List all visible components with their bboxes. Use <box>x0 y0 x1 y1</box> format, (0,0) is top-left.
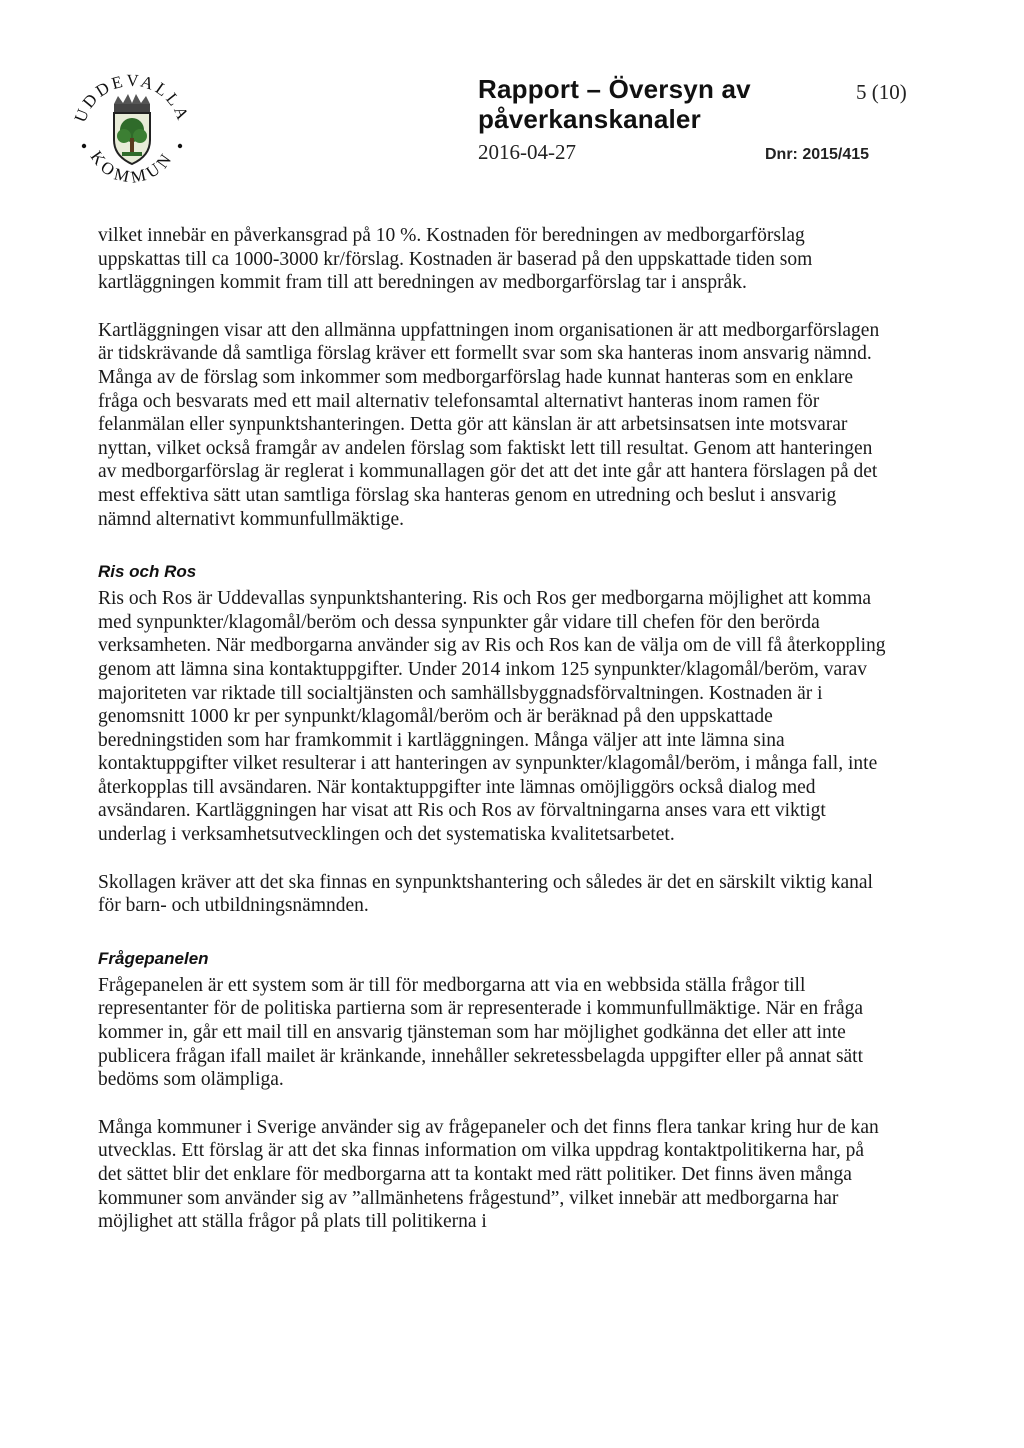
page-number: 5 (10) <box>856 80 907 104</box>
paragraph-4: Skollagen kräver att det ska finnas en synpunktshantering och således är det en särskilt viktig kanal för barn- och utbildningsnämnden. <box>98 871 873 917</box>
svg-text:KOMMUN: KOMMUN <box>86 147 178 187</box>
report-date: 2016-04-27 <box>478 140 576 164</box>
report-title <box>478 74 751 134</box>
heading-fragepanelen: Frågepanelen <box>98 948 209 968</box>
paragraph-6: Många kommuner i Sverige använder sig av frågepaneler och det finns flera tankar kring hur de kan utvecklas. Ett förslag är att det ska finnas information om vilka uppdrag kontaktpolitikerna har, på det sättet blir det enklare för medborgarna att ta kontakt med rätt politiker. Det finns även många kommuner som använder sig av ”allmänhetens frågestund”, vilket innebär att medborgarna har möjlighet att ställa frågor på plats till politikerna i <box>98 1116 879 1233</box>
paragraph-1: vilket innebär en påverkansgrad på 10 %. Kostnaden för beredningen av medborgarförslag uppskattas till ca 1000-3000 kr/förslag. Kostnaden är baserad på den uppskattade tiden som kartläggningen kommit fram till att beredningen av medborgarförslag tar i anspråk. <box>98 225 813 294</box>
municipality-seal-logo <box>70 66 194 196</box>
report-title-line1: Rapport – Översyn av <box>478 74 751 104</box>
diary-number: Dnr: 2015/415 <box>765 146 870 163</box>
paragraph-2: Kartläggningen visar att den allmänna uppfattningen inom organisationen är att medborgarförslagen är tidskrävande då samtliga förslag kräver ett formellt svar som ska hanteras inom ansvarig nämnd. Många av de förslag som inkommer som medborgarförslag hade kunnat hanteras som en enklare fråga och besvarats med ett mail alternativ telefonsamtal alternativt hanteras inom ramen för felanmälan eller synpunktshanteringen. Detta gör att känslan är att arbetsinsatsen inte motsvarar nyttan, vilket också framgår av andelen förslag som faktiskt lett till resultat. Genom att hanteringen av medborgarförslag är reglerat i kommunallagen gör det att det inte går att hantera förslagen på det mest effektiva sätt utan samtliga förslag ska hanteras genom en utredning och beslut i ansvarig nämnd alternativt kommunfullmäktige. <box>98 319 880 530</box>
heading-ris-och-ros: Ris och Ros <box>98 562 197 582</box>
document-body <box>98 224 888 1258</box>
report-title-line2: påverkanskanaler <box>478 104 701 134</box>
paragraph-5: Frågepanelen är ett system som är till för medborgarna att via en webbsida ställa frågor till representanter för de politiska partierna som är representerade i kommunfullmäktige. När en fråga kommer in, går ett mail till en ansvarig tjänsteman som har möjlighet godkänna det eller att inte publicera frågan ifall mailet är kränkande, innehåller sekretessbelagda uppgifter eller på annat sätt bedöms som olämpliga. <box>98 974 864 1091</box>
paragraph-3: Ris och Ros är Uddevallas synpunktshantering. Ris och Ros ger medborgarna möjlighet att komma med synpunkter/klagomål/beröm och dessa synpunkter går vidare till chefen för den berörda verksamheten. När medborgarna använder sig av Ris och Ros kan de välja om de vill få återkoppling genom att lämna sina kontaktuppgifter. Under 2014 inkom 125 synpunkter/klagomål/beröm, varav majoriteten var riktade till socialtjänsten och samhällsbyggnadsförvaltningen. Kostnaden är i genomsnitt 1000 kr per synpunkt/klagomål/beröm och är beräknad på den uppskattade beredningstiden som har framkommit i kartläggningen. Många väljer att inte lämna sina kontaktuppgifter vilket resulterar i att hanteringen av synpunkter/klagomål/beröm, i många fall, inte återkopplas till avsändaren. När kontaktuppgifter inte lämnas omöjliggörs också dialog med avsändaren. Kartläggningen har visat att Ris och Ros av förvaltningarna anses vara ett viktigt underlag i verksamhetsutvecklingen och det systematiska kvalitetsarbetet. <box>98 588 886 846</box>
svg-text:UDDEVALLA: UDDEVALLA <box>70 70 194 125</box>
